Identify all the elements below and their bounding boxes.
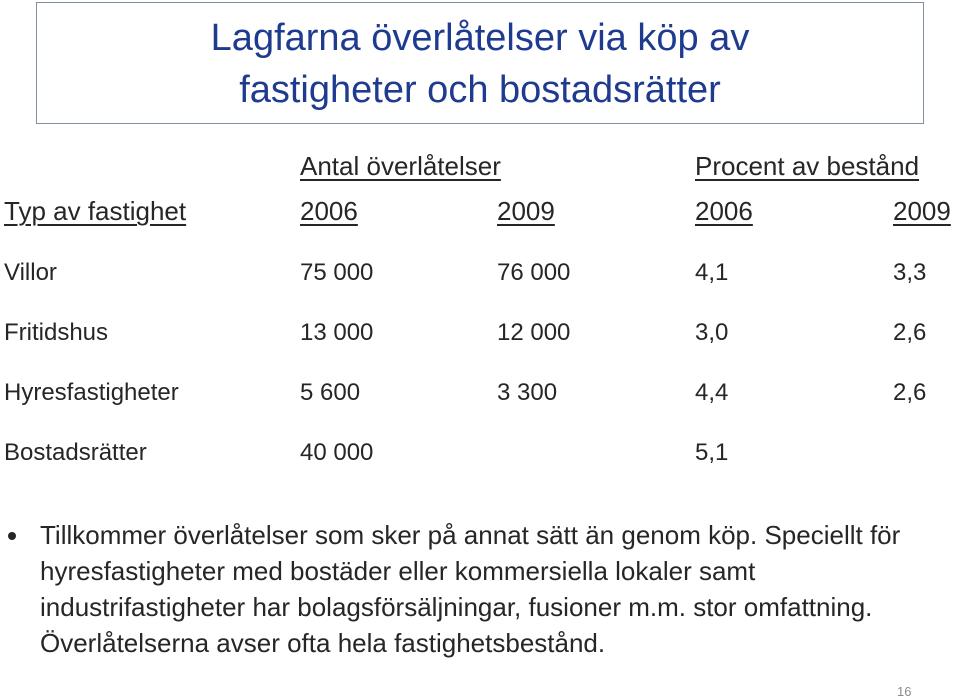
slide-title [36,12,924,116]
table-cell: 4,4 [695,379,729,406]
table-cell: 3,3 [893,259,927,286]
row-label: Fritidshus [4,319,109,346]
table-cell: 4,1 [695,259,729,286]
column-header-type: Typ av fastighet [4,196,187,226]
table-cell: 5 600 [300,379,361,406]
column-header-percent-2006: 2006 [695,196,753,226]
row-label: Hyresfastigheter [4,379,179,406]
table-cell: 5,1 [695,439,729,466]
table-cell: 12 000 [497,319,571,346]
title-line-1: Lagfarna överlåtelser via köp av [210,17,750,59]
group-header-count: Antal överlåtelser [300,151,501,181]
table-cell: 13 000 [300,319,374,346]
table-cell: 3 300 [497,379,558,406]
group-header-percent: Procent av bestånd [695,151,920,181]
title-line-2: fastigheter och bostadsrätter [239,69,721,111]
table-cell: 76 000 [497,259,571,286]
table-cell: 75 000 [300,259,374,286]
table-cell: 2,6 [893,319,927,346]
column-header-count-2006: 2006 [300,196,358,226]
bullet-icon [8,532,16,540]
row-label: Villor [4,259,57,286]
note-paragraph: Tillkommer överlåtelser som sker på annat sätt än genom köp. Speciellt för hyresfastigheter med bostäder eller kommersiella lokaler samt industrifastigheter har bolagsförsäljningar, fusioner m.m. stor omfattning. Överlåtelserna avser ofta hela fastighetsbestånd. [40,520,901,658]
page-number: 16 [897,684,912,699]
table-cell: 2,6 [893,379,927,406]
row-label: Bostadsrätter [4,439,147,466]
table-cell: 40 000 [300,439,374,466]
column-header-percent-2009: 2009 [893,196,951,226]
column-header-count-2009: 2009 [497,196,555,226]
table-cell: 3,0 [695,319,729,346]
